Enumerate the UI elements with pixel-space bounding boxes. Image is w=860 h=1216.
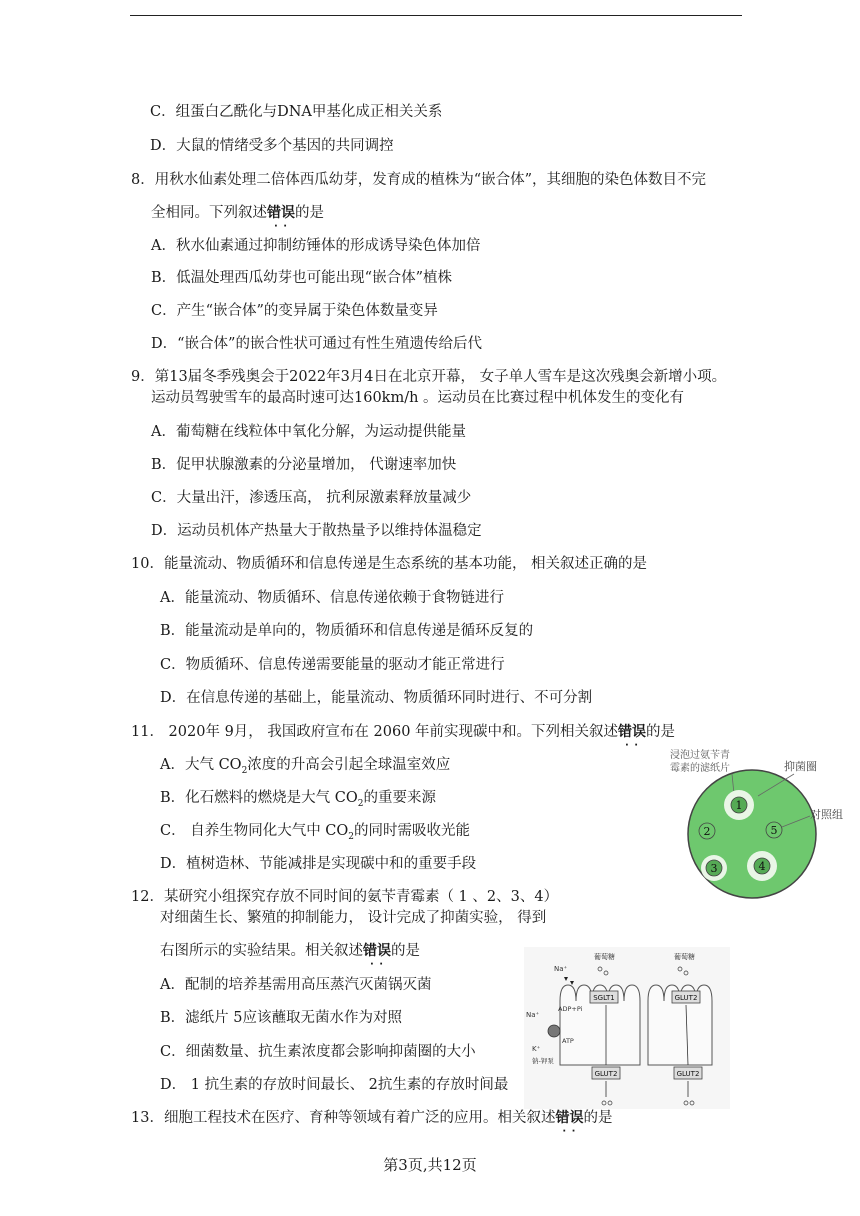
q11-option-c: C． 自养生物同化大气中 $CO_2$的同时需吸收光能 [160,823,471,842]
filter-label-line1: 浸泡过氨苄青 [670,750,730,761]
emphasis-wrong: 错误 · · [363,941,391,961]
emphasis-wrong: 错误 · · [555,1108,583,1128]
q9-stem-line2: 运动员驾驶雪车的最高时速可达160km/h 。运动员在比赛过程中机体发生的变化有 [151,390,685,406]
q9-option-c: C．大量出汗，渗透压高， 抗利尿激素释放量减少 [151,490,472,506]
q12-stem-line3: 右图所示的实验结果。相关叙述错误 · ·的是 [160,941,420,961]
q11-option-a: A．大气 $CO_2$浓度的升高会引起全球温室效应 [160,757,451,776]
adp-label: ADP+Pi [558,1005,583,1013]
atp-label: ATP [562,1037,574,1045]
emphasis-wrong: 错误 · · [267,203,295,223]
disc-label-2: 2 [703,825,711,838]
q10-option-d: D．在信息传递的基础上，能量流动、物质循环同时进行、不可分割 [160,690,593,706]
q7-option-c: C．组蛋白乙酰化与DNA甲基化成正相关关系 [150,104,443,120]
na-label-top: Na⁺ [554,965,568,973]
q8-option-d: D．“嵌合体”的嵌合性状可通过有性生殖遗传给后代 [151,336,482,352]
glut2-bottom-right-label: GLUT2 [676,1070,700,1078]
control-label: 对照组 [810,808,843,821]
q10-option-a: A．能量流动、物质循环、信息传递依赖于食物链进行 [160,590,504,606]
q8-option-c: C．产生“嵌合体”的变异属于染色体数量变异 [151,303,438,319]
page-footer: 第3页,共12页 [383,1156,477,1174]
q11-option-b: B．化石燃料的燃烧是大气 $CO_2$的重要来源 [160,790,436,809]
q12-stem-line1: 12．某研究小组探究存放不同时间的氨苄青霉素（ 1 、2、3、4） [131,889,559,905]
q9-option-a: A．葡萄糖在线粒体中氧化分解，为运动提供能量 [151,424,466,440]
q12-option-c: C．细菌数量、抗生素浓度都会影响抑菌圈的大小 [160,1044,476,1060]
q11-option-d: D．植树造林、节能减排是实现碳中和的重要手段 [160,856,477,872]
q10-option-b: B．能量流动是单向的，物质循环和信息传递是循环反复的 [160,623,534,639]
glut2-top-label: GLUT2 [674,994,698,1002]
cell-transport-figure [524,947,730,1109]
q12-option-d: D． 1 抗生素的存放时间最长、 2抗生素的存放时间最 [160,1077,509,1093]
q10-stem: 10．能量流动、物质循环和信息传递是生态系统的基本功能， 相关叙述正确的是 [131,556,648,572]
glucose-label-right: 葡萄糖 [674,953,695,961]
glut2-bottom-left-label: GLUT2 [594,1070,618,1078]
pump-label: 钠-钾泵 [532,1057,554,1065]
q8-stem-line1: 8．用秋水仙素处理二倍体西瓜幼芽，发育成的植株为“嵌合体”，其细胞的染色体数目不完 [131,172,707,188]
q12-option-a: A．配制的培养基需用高压蒸汽灭菌锅灭菌 [160,977,432,993]
disc-label-4: 4 [758,860,766,873]
sodium-potassium-pump [548,1025,560,1037]
petri-dish-figure [662,742,854,902]
inhibition-zone-label: 抑菌圈 [784,760,817,773]
q11-stem: 11． 2020年 9月， 我国政府宣布在 2060 年前实现碳中和。下列相关叙述错误 · ·的是 [131,722,675,742]
q10-option-c: C．物质循环、信息传递需要能量的驱动才能正常进行 [160,657,505,673]
q8-option-b: B．低温处理西瓜幼芽也可能出现“嵌合体”植株 [151,270,452,286]
q12-option-b: B．滤纸片 5应该蘸取无菌水作为对照 [160,1010,402,1026]
q13-stem: 13．细胞工程技术在医疗、育种等领域有着广泛的应用。相关叙述错误 · ·的是 [131,1108,612,1128]
glucose-label-left: 葡萄糖 [594,953,615,961]
k-label: K⁺ [532,1045,541,1053]
disc-label-5: 5 [770,824,778,837]
na-label-left: Na⁺ [526,1011,540,1019]
emphasis-wrong: 错误 · · [618,722,646,742]
header-rule [130,15,742,16]
q9-stem-line1: 9．第13届冬季残奥会于2022年3月4日在北京开幕， 女子单人雪车是这次残奥会新增小项。 [131,369,727,385]
q8-option-a: A．秋水仙素通过抑制纺锤体的形成诱导染色体加倍 [151,238,481,254]
disc-label-1: 1 [735,799,743,812]
q9-option-d: D．运动员机体产热量大于散热量予以维持体温稳定 [151,523,482,539]
sglt1-label: SGLT1 [593,994,615,1002]
q12-stem-line2: 对细菌生长、繁殖的抑制能力， 设计完成了抑菌实验， 得到 [160,910,547,926]
q7-option-d: D．大鼠的情绪受多个基因的共同调控 [150,138,394,154]
q8-stem-line2: 全相同。下列叙述错误 · ·的是 [151,203,324,223]
q9-option-b: B．促甲状腺激素的分泌量增加， 代谢速率加快 [151,457,457,473]
filter-label-line2: 霉素的滤纸片 [670,763,730,774]
disc-label-3: 3 [710,862,718,875]
